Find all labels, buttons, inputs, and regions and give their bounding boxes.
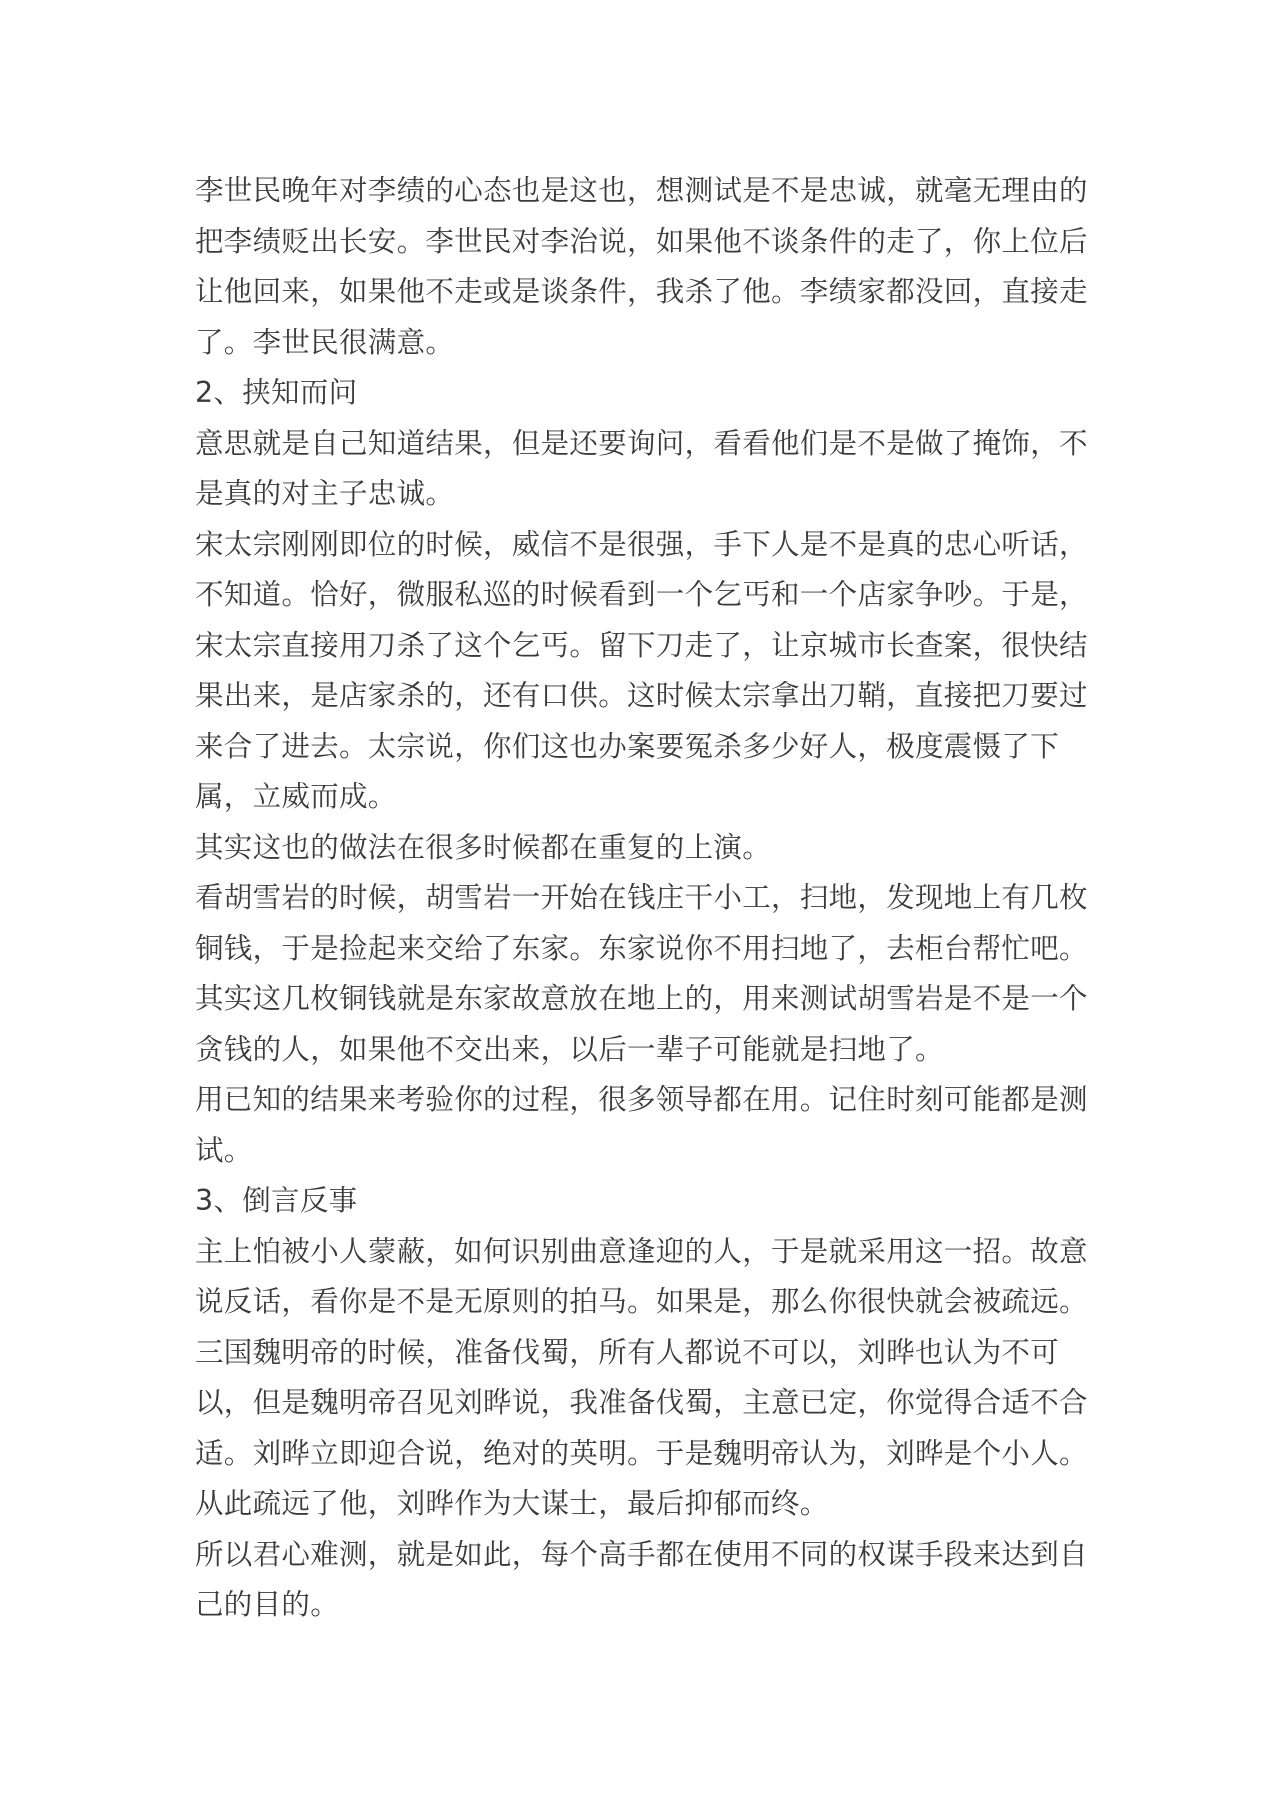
paragraph-repeat: 其实这也的做法在很多时候都在重复的上演。 [195,830,772,864]
paragraph-hu-xueyan: 看胡雪岩的时候，胡雪岩一开始在钱庄干小工，扫地，发现地上有几枚铜钱，于是捡起来交给了东家。东家说你不用扫地了，去柜台帮忙吧。其实这几枚铜钱就是东家故意放在地上的，用来测试胡雪岩是不是一个贪钱的人，如果他不交出来，以后一辈子可能就是扫地了。 [195,881,1088,1066]
section-heading-2: 2、挟知而问 [195,376,358,409]
paragraph-conclusion: 所以君心难测，就是如此，每个高手都在使用不同的权谋手段来达到自己的目的。 [195,1537,1088,1621]
section-heading-3: 3、倒言反事 [195,1184,358,1217]
paragraph-li-shimin: 李世民晚年对李绩的心态也是这也，想测试是不是忠诚，就毫无理由的把李绩贬出长安。李世民对李治说，如果他不谈条件的走了，你上位后让他回来，如果他不走或是谈条件，我杀了他。李绩家都没回，直接走了。李世民很满意。 [195,174,1088,359]
document-body [195,166,1095,1631]
paragraph-meaning-3: 主上怕被小人蒙蔽，如何识别曲意逢迎的人，于是就采用这一招。故意说反话，看你是不是无原则的拍马。如果是，那么你很快就会被疏远。 [195,1234,1088,1318]
paragraph-wei-mingdi: 三国魏明帝的时候，准备伐蜀，所有人都说不可以，刘晔也认为不可以，但是魏明帝召见刘晔说，我准备伐蜀，主意已定，你觉得合适不合适。刘晔立即迎合说，绝对的英明。于是魏明帝认为，刘晔是个小人。从此疏远了他，刘晔作为大谋士，最后抑郁而终。 [195,1335,1088,1520]
paragraph-song-taizong: 宋太宗刚刚即位的时候，威信不是很强，手下人是不是真的忠心听话，不知道。恰好，微服私巡的时候看到一个乞丐和一个店家争吵。于是，宋太宗直接用刀杀了这个乞丐。留下刀走了，让京城市长查案，很快结果出来，是店家杀的，还有口供。这时候太宗拿出刀鞘，直接把刀要过来合了进去。太宗说，你们这也办案要冤杀多少好人，极度震慑了下属，立威而成。 [195,527,1088,813]
paragraph-known-result: 用已知的结果来考验你的过程，很多领导都在用。记住时刻可能都是测试。 [195,1083,1088,1167]
paragraph-meaning-2: 意思就是自己知道结果，但是还要询问，看看他们是不是做了掩饰，不是真的对主子忠诚。 [195,426,1088,510]
